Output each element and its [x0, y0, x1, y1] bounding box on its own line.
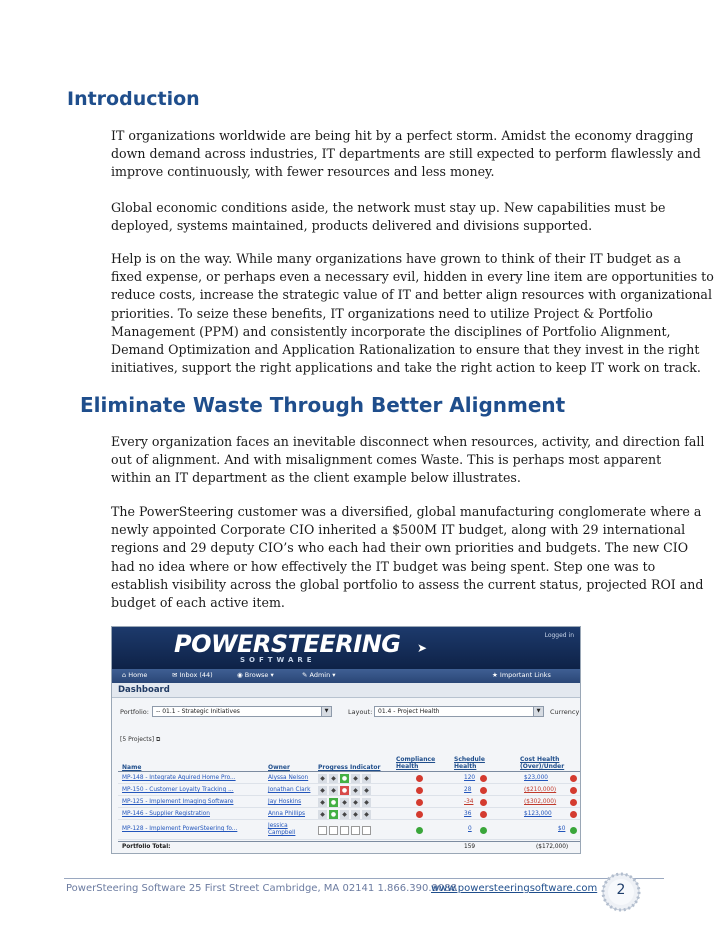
projects-count: [5 Projects] ⧉	[120, 736, 161, 743]
dashboard-title: Dashboard	[118, 685, 170, 695]
project-name[interactable]: MP-148 - Integrate Aquired Home Pro...	[122, 775, 236, 781]
copy-icon[interactable]: ⧉	[155, 736, 161, 743]
project-name[interactable]: MP-128 - Implement PowerSteering fo...	[122, 826, 238, 832]
col-compliance[interactable]: Compliance Health	[396, 756, 436, 770]
layout-label: Layout:	[348, 708, 373, 716]
schedule-health-icon	[480, 827, 487, 834]
intro-heading: Introduction	[67, 88, 200, 110]
compliance-health-icon	[416, 827, 423, 834]
currency-label: Currency	[550, 708, 580, 716]
cost-health-icon	[570, 775, 577, 782]
cost-health-icon	[570, 811, 577, 818]
project-owner[interactable]: Jessica Campbell	[268, 823, 296, 836]
progress-indicator: ◆ ◆ ● ◆ ◆	[318, 786, 388, 795]
project-owner[interactable]: Jay Hoskins	[268, 799, 302, 805]
table-row[interactable]	[118, 822, 580, 840]
cost-health-icon	[570, 827, 577, 834]
layout-select[interactable]: 01.4 - Project Health ▼	[374, 706, 544, 717]
total-label: Portfolio Total:	[122, 844, 171, 850]
logo-subtitle: SOFTWARE	[240, 656, 316, 664]
cost-value[interactable]: ($210,000)	[524, 787, 557, 793]
compliance-health-icon	[416, 787, 423, 794]
chevron-down-icon: ▼	[321, 707, 331, 716]
footer-website-link[interactable]: www.powersteeringsoftware.com	[431, 883, 598, 894]
schedule-value[interactable]: 0	[468, 826, 472, 832]
table-row[interactable]	[118, 810, 580, 820]
filter-row	[112, 705, 580, 721]
schedule-health-icon	[480, 775, 487, 782]
schedule-value[interactable]: -34	[464, 799, 474, 805]
nav-inbox[interactable]: ✉ Inbox (44)	[172, 671, 213, 679]
cost-value[interactable]: ($302,000)	[524, 799, 557, 805]
table-row[interactable]	[118, 798, 580, 808]
schedule-value[interactable]: 28	[464, 787, 472, 793]
total-schedule: 159	[464, 844, 476, 850]
schedule-value[interactable]: 36	[464, 811, 472, 817]
cost-health-icon	[570, 799, 577, 806]
project-owner[interactable]: Alyssa Nelson	[268, 775, 309, 781]
progress-indicator	[318, 826, 388, 835]
powersteering-logo: POWERSTEERING	[174, 630, 401, 658]
logged-in-text: Logged in	[544, 632, 574, 639]
cost-value[interactable]: $23,000	[524, 775, 548, 781]
waste-paragraph-2: The PowerSteering customer was a diversified, global manufacturing conglomerate where a newly appointed Corporate CIO inherited a $500M IT budget, along with 29 international regions and 29 deputy CIO’s who each had their own priorities and budgets. The new CIO had no idea where or how effectively the IT budget was being spent. Step one was to establish visibility across the global portfolio to assess the current status, projected ROI and budget of each active item.	[111, 504, 704, 611]
table-row[interactable]	[118, 786, 580, 796]
total-cost: ($172,000)	[536, 844, 569, 850]
nav-important-links[interactable]: ★ Important Links	[492, 671, 551, 679]
page-number: 2	[616, 882, 626, 898]
nav-home[interactable]: ⌂ Home	[122, 671, 148, 679]
compliance-health-icon	[416, 811, 423, 818]
cost-health-icon	[570, 787, 577, 794]
schedule-health-icon	[480, 799, 487, 806]
waste-paragraph-1: Every organization faces an inevitable disconnect when resources, activity, and direction fall out of alignment. And with misalignment comes Waste. This is perhaps most apparent within an IT department as the client example below illustrates.	[111, 434, 705, 486]
table-row[interactable]	[118, 774, 580, 784]
schedule-health-icon	[480, 787, 487, 794]
cost-value[interactable]: $0	[558, 826, 566, 832]
col-schedule[interactable]: Schedule Health	[454, 756, 485, 770]
project-owner[interactable]: Jonathan Clark	[268, 787, 311, 793]
app-banner	[112, 627, 580, 669]
project-name[interactable]: MP-146 - Supplier Registration	[122, 811, 210, 817]
col-owner[interactable]: Owner	[268, 764, 290, 771]
project-name[interactable]: MP-150 - Customer Loyalty Tracking ...	[122, 787, 234, 793]
intro-paragraph-1: IT organizations worldwide are being hit by a perfect storm. Amidst the economy dragging down demand across industries, IT departments are still expected to perform flawlessly and improve continuously, with fewer resources and less money.	[111, 128, 701, 180]
waste-heading: Eliminate Waste Through Better Alignment	[80, 393, 566, 417]
progress-indicator: ◆ ● ◆ ◆ ◆	[318, 810, 388, 819]
portfolio-total-row	[118, 841, 580, 853]
dashboard-bar	[112, 683, 580, 698]
mouse-cursor-icon: ➤	[417, 641, 428, 655]
footer-divider	[64, 878, 664, 879]
intro-paragraph-2: Global economic conditions aside, the network must stay up. New capabilities must be deployed, systems maintained, products delivered and divisions supported.	[111, 200, 666, 234]
footer-address: PowerSteering Software 25 First Street Cambridge, MA 02141 1.866.390.9088	[66, 883, 457, 894]
nav-admin[interactable]: ✎ Admin ▾	[302, 671, 336, 679]
col-name[interactable]: Name	[122, 764, 142, 771]
schedule-health-icon	[480, 811, 487, 818]
compliance-health-icon	[416, 799, 423, 806]
portfolio-label: Portfolio:	[120, 708, 149, 716]
dashboard-screenshot	[111, 626, 581, 854]
progress-indicator: ◆ ◆ ● ◆ ◆	[318, 774, 388, 783]
project-name[interactable]: MP-125 - Implement Imaging Software	[122, 799, 234, 805]
app-navbar	[112, 669, 580, 683]
progress-indicator: ◆ ● ◆ ◆ ◆	[318, 798, 388, 807]
col-progress[interactable]: Progress Indicator	[318, 764, 381, 771]
compliance-health-icon	[416, 775, 423, 782]
intro-paragraph-3: Help is on the way. While many organizations have grown to think of their IT budget as a fixed expense, or perhaps even a necessary evil, hidden in every line item are opportunities to reduce costs, increase the strategic value of IT and better align resources with organizational priorities. To seize these benefits, IT organizations need to utilize Project & Portfolio Management (PPM) and consistently incorporate the disciplines of Portfolio Alignment, Demand Optimization and Application Rationalization to ensure that they invest in the right initiatives, support the right applications and take the right action to keep IT work on track.	[111, 251, 714, 376]
project-owner[interactable]: Anna Phillips	[268, 811, 306, 817]
table-header	[118, 755, 580, 772]
schedule-value[interactable]: 120	[464, 775, 476, 781]
col-cost[interactable]: Cost Health (Over)/Under	[520, 756, 565, 770]
portfolio-select[interactable]: -- 01.1 - Strategic Initiatives ▼	[152, 706, 332, 717]
cost-value[interactable]: $123,000	[524, 811, 552, 817]
chevron-down-icon: ▼	[533, 707, 543, 716]
nav-browse[interactable]: ◉ Browse ▾	[237, 671, 274, 679]
